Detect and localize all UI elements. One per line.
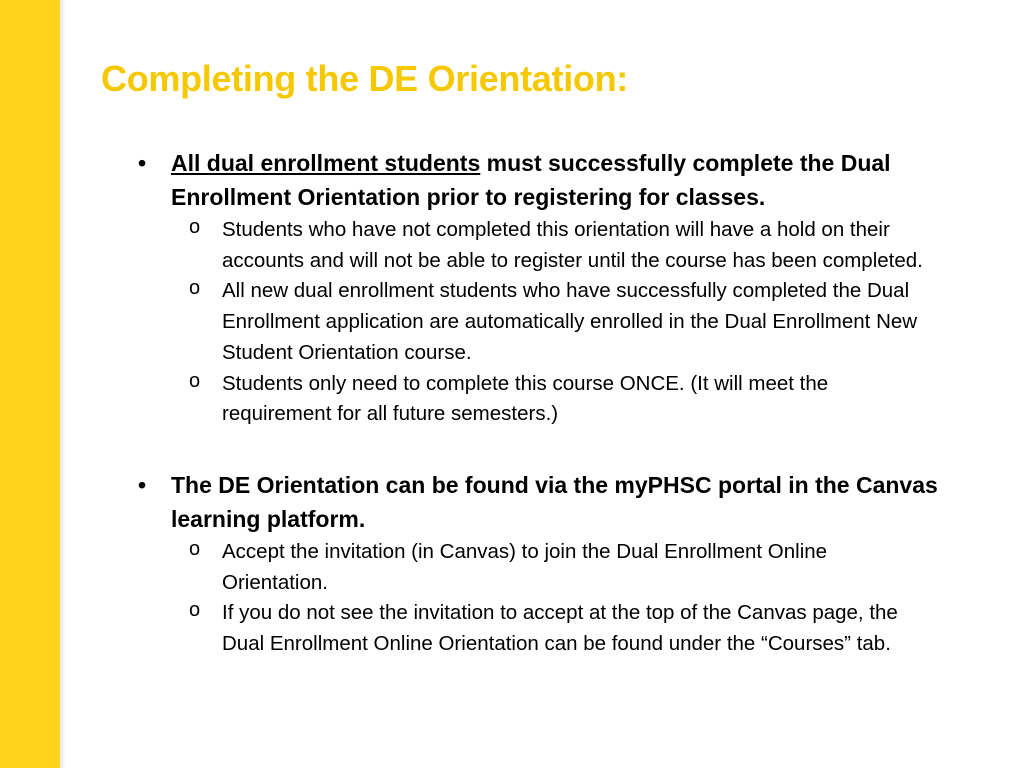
- slide-content: [138, 146, 938, 660]
- sub-item-text: Students only need to complete this course ONCE. (It will meet the requirement for all future semesters.): [222, 371, 829, 426]
- bullet-text: The DE Orientation can be found via the myPHSC portal in the Canvas learning platform.: [171, 471, 938, 532]
- sub-item: [138, 598, 938, 659]
- bullet-item: [138, 146, 938, 214]
- circle-bullet-icon: o: [189, 277, 201, 300]
- bullet-text: [171, 150, 891, 210]
- sub-item: [138, 537, 938, 598]
- circle-bullet-icon: o: [189, 537, 201, 560]
- sub-list: [138, 537, 938, 660]
- circle-bullet-icon: o: [189, 369, 201, 392]
- sub-item-text: If you do not see the invitation to accept at the top of the Canvas page, the Dual Enrollment Online Orientation can be found under the “Courses” tab.: [222, 601, 898, 656]
- bullet-body: must successfully complete the Dual Enrollment Orientation prior to registering for classes.: [171, 150, 891, 210]
- sub-item: [138, 215, 938, 276]
- slide-title: Completing the DE Orientation:: [101, 58, 628, 99]
- sub-item-text: Accept the invitation (in Canvas) to join the Dual Enrollment Online Orientation.: [222, 539, 828, 594]
- side-bar-shadow: [60, 0, 66, 768]
- spacer: [138, 430, 938, 468]
- bullet-dot-icon: •: [138, 150, 147, 176]
- sub-item: [138, 276, 938, 368]
- bullet-dot-icon: •: [138, 471, 147, 498]
- sub-item-text: All new dual enrollment students who have successfully completed the Dual Enrollment application are automatically enrolled in the Dual Enrollment New Student Orientation course.: [222, 279, 918, 364]
- bullet-item: [138, 468, 938, 536]
- circle-bullet-icon: o: [189, 216, 201, 238]
- sub-item-text: Students who have not completed this orientation will have a hold on their accounts and will not be able to register until the course has been completed.: [222, 218, 923, 272]
- sub-item: [138, 369, 938, 430]
- sub-list: [138, 215, 938, 430]
- accent-side-bar: [0, 0, 60, 768]
- bullet-underlined-lead: All dual enrollment students: [171, 150, 481, 176]
- circle-bullet-icon: o: [189, 599, 201, 622]
